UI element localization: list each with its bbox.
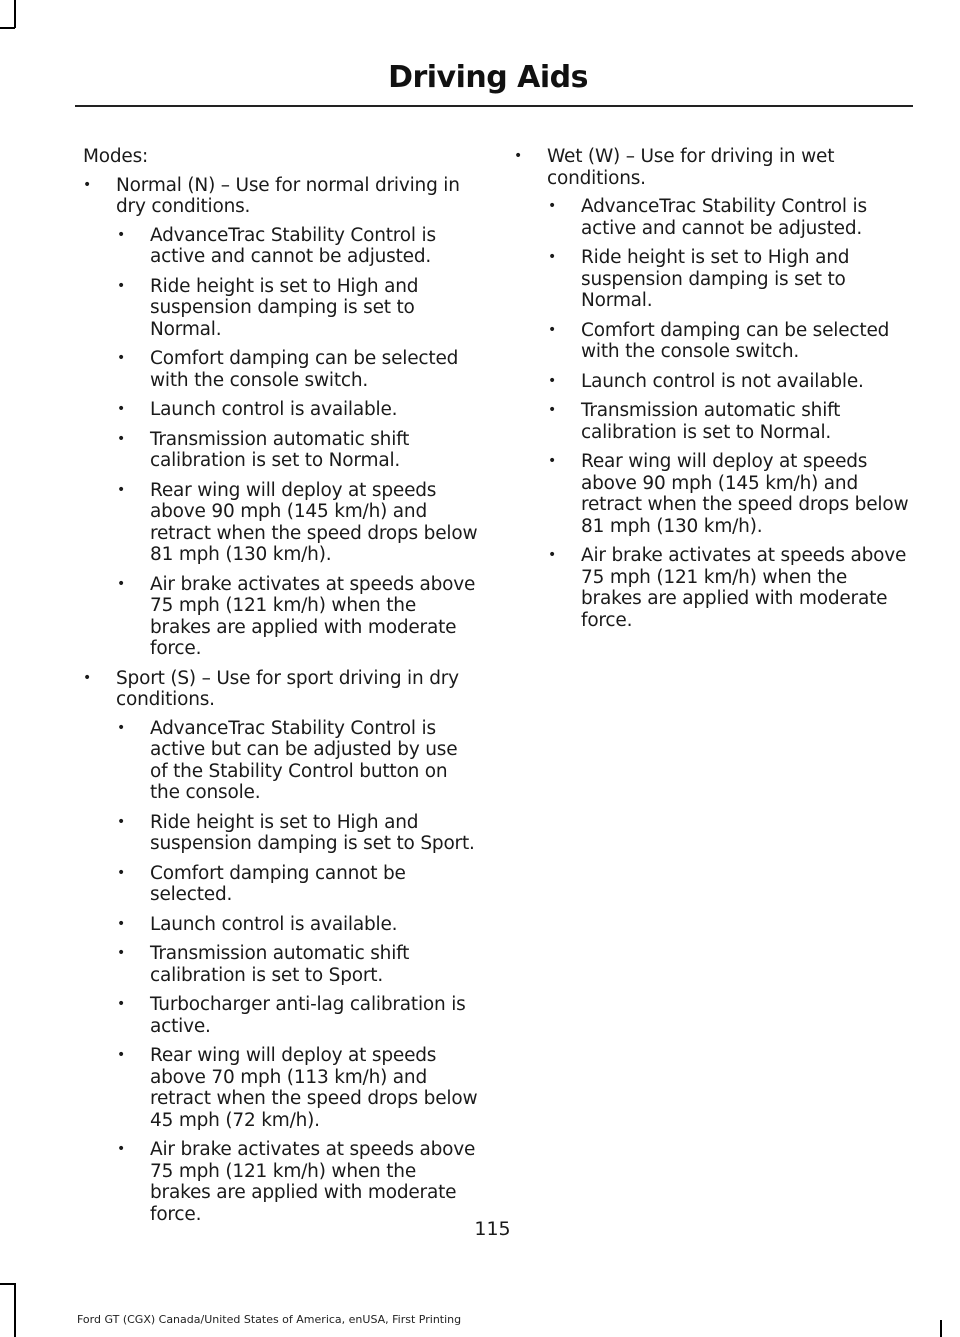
list-item: • Rear wing will deploy at speeds above 70 mph (113 km/h) and retract when the speed drops below 45 mph (72 km/h). — [116, 1045, 478, 1131]
mode-list-right — [514, 146, 909, 631]
list-item: • Launch control is available. — [116, 914, 478, 936]
mode-detail-list — [547, 196, 909, 631]
mode-description: • Sport (S) – Use for sport driving in dry conditions. — [116, 667, 459, 710]
list-item: • Turbocharger anti-lag calibration is active. — [116, 994, 478, 1037]
right-column — [514, 146, 909, 639]
mode-normal — [83, 175, 478, 660]
list-item: • AdvanceTrac Stability Control is active and cannot be adjusted. — [116, 225, 478, 268]
list-item: • Transmission automatic shift calibration is set to Sport. — [116, 943, 478, 986]
list-item: • Air brake activates at speeds above 75 mph (121 km/h) when the brakes are applied with moderate force. — [116, 1139, 478, 1225]
footer-text: Ford GT (CGX) Canada/United States of America, enUSA, First Printing — [77, 1313, 462, 1326]
mode-wet — [514, 146, 909, 631]
mode-description: • Normal (N) – Use for normal driving in dry conditions. — [116, 174, 460, 217]
page-title: Driving Aids — [388, 60, 588, 95]
list-item: • Transmission automatic shift calibration is set to Normal. — [116, 429, 478, 472]
list-item: • AdvanceTrac Stability Control is active and cannot be adjusted. — [547, 196, 909, 239]
crop-mark-bottom-left-vertical — [14, 1283, 16, 1337]
mode-detail-list — [116, 718, 478, 1226]
list-item: • AdvanceTrac Stability Control is active but can be adjusted by use of the Stability Control button on the console. — [116, 718, 478, 804]
list-item: • Ride height is set to High and suspension damping is set to Sport. — [116, 812, 478, 855]
mode-list-left — [83, 175, 478, 1226]
list-item: • Launch control is available. — [116, 399, 478, 421]
list-item: • Comfort damping can be selected with the console switch. — [547, 320, 909, 363]
mode-description: • Wet (W) – Use for driving in wet conditions. — [547, 146, 835, 189]
list-item: • Ride height is set to High and suspension damping is set to Normal. — [547, 247, 909, 312]
list-item: • Launch control is not available. — [547, 371, 909, 393]
crop-mark-bottom-right-vertical — [940, 1320, 942, 1337]
page-number: 115 — [474, 1218, 511, 1240]
list-item: • Rear wing will deploy at speeds above 90 mph (145 km/h) and retract when the speed drops below 81 mph (130 km/h). — [547, 451, 909, 537]
list-item: • Transmission automatic shift calibration is set to Normal. — [547, 400, 909, 443]
list-item: • Air brake activates at speeds above 75 mph (121 km/h) when the brakes are applied with moderate force. — [547, 545, 909, 631]
list-item: • Ride height is set to High and suspension damping is set to Normal. — [116, 276, 478, 341]
list-item: • Rear wing will deploy at speeds above 90 mph (145 km/h) and retract when the speed drops below 81 mph (130 km/h). — [116, 480, 478, 566]
crop-mark-top-left-horizontal — [0, 27, 15, 29]
mode-sport — [83, 668, 478, 1226]
crop-mark-bottom-left-horizontal — [0, 1283, 15, 1285]
modes-intro: Modes: — [83, 146, 149, 167]
list-item: • Comfort damping cannot be selected. — [116, 863, 478, 906]
list-item: • Comfort damping can be selected with the console switch. — [116, 348, 478, 391]
header-rule — [75, 105, 913, 107]
crop-mark-top-left-vertical — [14, 0, 16, 28]
left-column — [83, 146, 478, 1233]
list-item: • Air brake activates at speeds above 75 mph (121 km/h) when the brakes are applied with moderate force. — [116, 574, 478, 660]
mode-detail-list — [116, 225, 478, 660]
